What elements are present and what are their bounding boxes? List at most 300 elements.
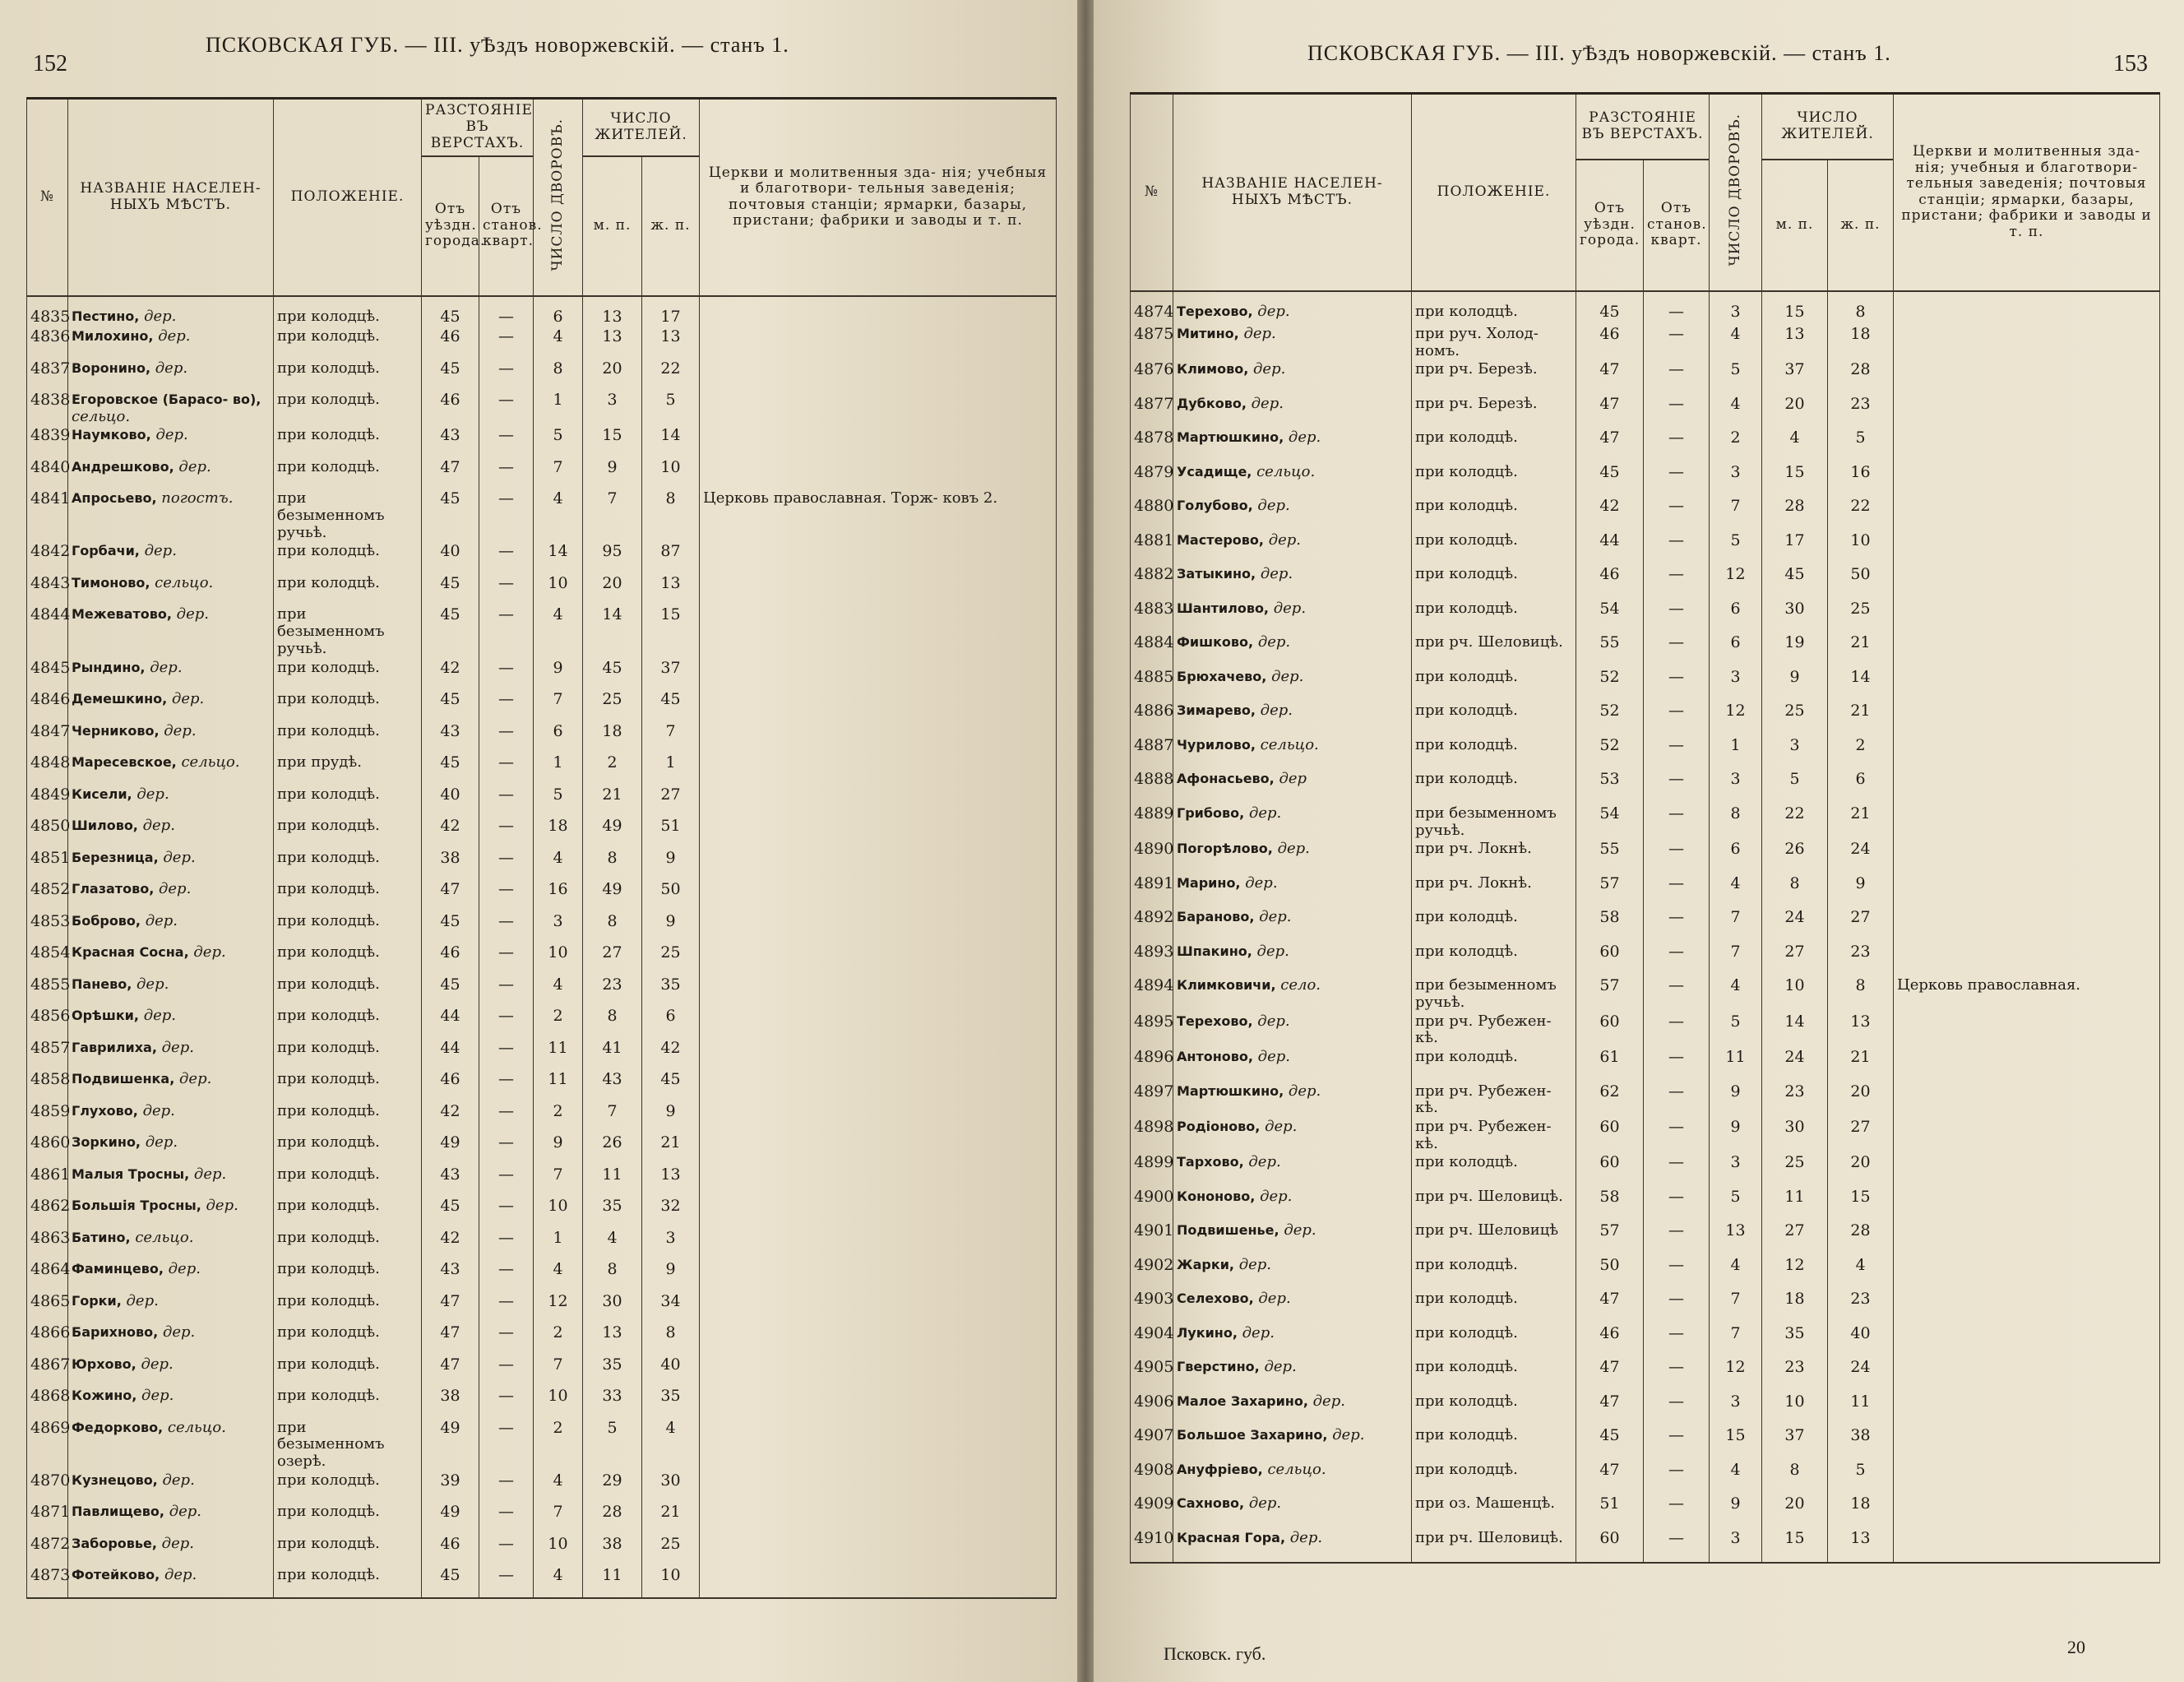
distance-stan: — [479, 574, 534, 606]
place-type: дер. [141, 911, 178, 929]
place-type: дер. [1237, 1323, 1275, 1341]
households: 5 [1710, 531, 1762, 566]
notes [700, 1471, 1057, 1504]
place-name [68, 943, 274, 975]
row-number: 4875 [1131, 325, 1173, 360]
row-number: 4869 [27, 1419, 68, 1471]
distance-stan: — [479, 1355, 534, 1388]
households: 4 [1710, 976, 1762, 1012]
row-number: 4885 [1131, 668, 1173, 702]
male-count: 8 [583, 1007, 642, 1039]
notes [700, 574, 1057, 606]
place-name-text: Кожино, [72, 1388, 137, 1403]
notes [700, 1197, 1057, 1229]
male-count: 23 [583, 975, 642, 1008]
female-count: 14 [1828, 668, 1894, 702]
place-name [1173, 360, 1412, 395]
place-name-text: Воронино, [72, 359, 151, 376]
male-count: 23 [1762, 1082, 1828, 1118]
place-name-text: Чурилово, [1177, 736, 1256, 753]
row-number: 4842 [27, 542, 68, 574]
place-name [68, 327, 274, 359]
place-name [68, 753, 274, 785]
distance-town: 47 [1576, 395, 1644, 429]
male-count: 20 [583, 574, 642, 606]
table-row [27, 605, 1057, 658]
notes [1894, 1494, 2160, 1529]
distance-town: 44 [1576, 531, 1644, 566]
households: 7 [534, 1165, 583, 1198]
households: 5 [1710, 1188, 1762, 1222]
notes [1894, 770, 2160, 804]
position: при колодцѣ. [274, 1197, 422, 1229]
households: 6 [1710, 840, 1762, 874]
row-number: 4867 [27, 1355, 68, 1388]
distance-town: 46 [422, 1535, 479, 1567]
place-type: дер. [1252, 497, 1290, 515]
table-row [27, 1102, 1057, 1134]
position: при рч. Локнѣ. [1412, 874, 1576, 909]
place-name [1173, 1256, 1412, 1290]
place-name-text: Усадище, [1177, 463, 1252, 480]
place-name [68, 458, 274, 490]
position: при колодцѣ. [274, 1503, 422, 1535]
male-count: 15 [1762, 1529, 1828, 1564]
row-number: 4858 [27, 1070, 68, 1102]
place-name-text: Барихново, [72, 1324, 159, 1340]
place-name [1173, 1324, 1412, 1359]
place-name-text: Глазатово, [72, 881, 155, 897]
running-head: ПСКОВСКАЯ ГУБ. — III. уѢздъ новоржевскій. — станъ 1. [1307, 41, 1891, 65]
place-name-text: Климковичи, [1177, 977, 1276, 994]
male-count: 27 [1762, 1221, 1828, 1256]
table-row [1131, 874, 2160, 909]
distance-town: 45 [1576, 463, 1644, 498]
female-count: 7 [642, 722, 700, 754]
male-count: 25 [583, 690, 642, 722]
distance-town: 43 [422, 1165, 479, 1198]
households: 5 [534, 785, 583, 818]
place-name [68, 1229, 274, 1261]
place-name [1173, 395, 1412, 429]
distance-town: 52 [1576, 668, 1644, 702]
distance-town: 46 [422, 327, 479, 359]
place-type: дер. [1256, 565, 1293, 583]
row-number: 4863 [27, 1229, 68, 1261]
notes [1894, 736, 2160, 771]
distance-town: 47 [422, 1355, 479, 1388]
distance-stan: — [479, 1260, 534, 1292]
position: при колодцѣ. [274, 849, 422, 881]
distance-town: 46 [1576, 565, 1644, 600]
distance-town: 46 [422, 391, 479, 426]
position: при колодцѣ. [1412, 668, 1576, 702]
table-row [1131, 1012, 2160, 1048]
female-count: 6 [1828, 770, 1894, 804]
households: 7 [1710, 908, 1762, 943]
place-name-text: Межеватово, [72, 606, 172, 623]
place-name-text: Жарки, [1177, 1256, 1234, 1272]
table-row [1131, 1256, 2160, 1290]
position: при колодцѣ. [1412, 291, 1576, 326]
notes [1894, 1012, 2160, 1048]
male-count: 11 [583, 1566, 642, 1598]
position: при колодцѣ. [1412, 1290, 1576, 1324]
male-count: 13 [583, 1323, 642, 1355]
place-name-text: Егоровское (Барасо- во), [72, 392, 261, 407]
distance-town: 45 [422, 489, 479, 542]
position: при рч. Рубежен- кѣ. [1412, 1118, 1576, 1153]
notes [700, 1503, 1057, 1535]
place-name [1173, 1012, 1412, 1048]
female-count: 35 [642, 975, 700, 1008]
place-name-text: Рындино, [72, 659, 146, 675]
place-type: дер. [1266, 667, 1304, 685]
place-name [68, 880, 274, 912]
distance-stan: — [479, 1292, 534, 1324]
place-type: дер. [1260, 1117, 1298, 1135]
households: 1 [534, 1229, 583, 1261]
register-table [1130, 92, 2160, 1564]
notes [1894, 1426, 2160, 1461]
place-type: дер. [163, 1260, 201, 1277]
place-name [1173, 804, 1412, 840]
notes [700, 1260, 1057, 1292]
position: при колодцѣ. [274, 1102, 422, 1134]
female-count: 22 [642, 359, 700, 392]
female-count: 13 [642, 574, 700, 606]
notes [700, 1419, 1057, 1471]
place-name [1173, 1153, 1412, 1188]
place-name [1173, 1461, 1412, 1495]
row-number: 4873 [27, 1566, 68, 1598]
position: при колодцѣ. [274, 943, 422, 975]
row-number: 4870 [27, 1471, 68, 1504]
distance-stan: — [479, 817, 534, 849]
distance-stan: — [1644, 1461, 1710, 1495]
distance-town: 45 [422, 975, 479, 1008]
distance-stan: — [1644, 1529, 1710, 1564]
position: при рч. Березѣ. [1412, 360, 1576, 395]
place-name-text: Голубово, [1177, 498, 1253, 514]
table-row [1131, 600, 2160, 634]
place-name [1173, 429, 1412, 463]
place-name-text: Терехово, [1177, 303, 1253, 319]
notes: Церковь православная. Торж- ковъ 2. [700, 489, 1057, 542]
female-count: 21 [1828, 804, 1894, 840]
register-body [1131, 291, 2160, 1564]
households: 12 [534, 1292, 583, 1324]
place-name [68, 1039, 274, 1071]
table-row [27, 1387, 1057, 1419]
table-row [27, 1165, 1057, 1198]
place-name-text: Мартюшкино, [1177, 1082, 1284, 1099]
male-count: 43 [583, 1070, 642, 1102]
position: при колодцѣ. [274, 1039, 422, 1071]
distance-town: 60 [1576, 1118, 1644, 1153]
table-row [1131, 497, 2160, 531]
row-number: 4904 [1131, 1324, 1173, 1359]
distance-town: 47 [1576, 1358, 1644, 1392]
distance-town: 43 [422, 426, 479, 458]
row-number: 4879 [1131, 463, 1173, 498]
place-name-text: Малыя Тросны, [72, 1165, 190, 1182]
place-type: дер. [1252, 1048, 1290, 1065]
table-row [27, 943, 1057, 975]
male-count: 8 [583, 912, 642, 944]
right-page [1094, 0, 2184, 1682]
notes [700, 1292, 1057, 1324]
place-name-text: Грибово, [1177, 804, 1245, 821]
position: при колодцѣ. [1412, 1358, 1576, 1392]
row-number: 4903 [1131, 1290, 1173, 1324]
female-count: 23 [1828, 943, 1894, 977]
households: 7 [534, 1355, 583, 1388]
place-name-text: Глухово, [72, 1102, 138, 1119]
header-notes: Церкви и молитвенныя зда- нія; учебныя и благотвори- тельныя заведенія; почтовыя станціи; ярмарки, базары, пристани; фабрики и заводы и т. п. [700, 99, 1057, 296]
female-count: 21 [1828, 1048, 1894, 1082]
male-count: 35 [583, 1197, 642, 1229]
households: 6 [534, 722, 583, 754]
position: при рч. Шеловицѣ. [1412, 633, 1576, 668]
position: при колодцѣ. [274, 1229, 422, 1261]
row-number: 4888 [1131, 770, 1173, 804]
male-count: 14 [583, 605, 642, 658]
notes [1894, 1118, 2160, 1153]
households: 9 [1710, 1494, 1762, 1529]
row-number: 4852 [27, 880, 68, 912]
female-count: 45 [642, 1070, 700, 1102]
distance-stan: — [1644, 976, 1710, 1012]
row-number: 4878 [1131, 429, 1173, 463]
header-dist-town: Отъ уѣздн. города. [1576, 160, 1644, 291]
notes [700, 1039, 1057, 1071]
female-count: 87 [642, 542, 700, 574]
header-inhabitants: ЧИСЛО ЖИТЕЛЕЙ. [1762, 94, 1894, 160]
male-count: 15 [583, 426, 642, 458]
row-number: 4891 [1131, 874, 1173, 909]
place-type: дер. [1269, 599, 1307, 617]
row-number: 4838 [27, 391, 68, 426]
distance-stan: — [1644, 531, 1710, 566]
households: 7 [1710, 943, 1762, 977]
place-name [1173, 325, 1412, 360]
female-count: 10 [642, 1566, 700, 1598]
place-type: дер. [1238, 325, 1276, 342]
row-number: 4848 [27, 753, 68, 785]
table-row [27, 1292, 1057, 1324]
distance-town: 49 [422, 1133, 479, 1165]
row-number: 4906 [1131, 1392, 1173, 1427]
place-type: сельцо. [1252, 462, 1316, 480]
place-name-text: Гаврилиха, [72, 1039, 157, 1055]
register-table [26, 97, 1057, 1599]
notes [1894, 1048, 2160, 1082]
households: 3 [1710, 291, 1762, 326]
households: 3 [1710, 668, 1762, 702]
place-name [68, 1070, 274, 1102]
position: при колодцѣ. [1412, 1153, 1576, 1188]
female-count: 25 [642, 1535, 700, 1567]
notes [1894, 1461, 2160, 1495]
table-row [1131, 1426, 2160, 1461]
female-count: 6 [642, 1007, 700, 1039]
female-count: 32 [642, 1197, 700, 1229]
place-type: дер. [1285, 1528, 1323, 1546]
female-count: 10 [642, 458, 700, 490]
row-number: 4899 [1131, 1153, 1173, 1188]
position: при безыменномъ ручьѣ. [274, 489, 422, 542]
place-type: дер. [153, 327, 191, 345]
table-row [27, 1007, 1057, 1039]
place-type: дер. [139, 307, 177, 325]
position: при прудѣ. [274, 753, 422, 785]
male-count: 13 [1762, 325, 1828, 360]
place-name-text: Шпакино, [1177, 943, 1252, 959]
female-count: 40 [642, 1355, 700, 1388]
place-type: дер. [138, 1007, 176, 1024]
position: при безыменномъ ручьѣ. [274, 605, 422, 658]
distance-stan: — [479, 542, 534, 574]
place-name-text: Павлищево, [72, 1504, 164, 1520]
distance-stan: — [1644, 1290, 1710, 1324]
position: при рч. Рубежен- кѣ. [1412, 1012, 1576, 1048]
table-row [27, 458, 1057, 490]
households: 12 [1710, 702, 1762, 736]
place-type: дер. [1233, 1255, 1272, 1273]
place-name [68, 1387, 274, 1419]
table-row [27, 880, 1057, 912]
distance-stan: — [479, 359, 534, 392]
row-number: 4847 [27, 722, 68, 754]
male-count: 45 [1762, 565, 1828, 600]
table-row [1131, 360, 2160, 395]
distance-town: 52 [1576, 702, 1644, 736]
notes [1894, 360, 2160, 395]
table-row [1131, 976, 2160, 1012]
place-type: дер. [132, 785, 169, 803]
distance-stan: — [479, 1133, 534, 1165]
female-count: 2 [1828, 736, 1894, 771]
distance-town: 45 [422, 574, 479, 606]
households: 15 [1710, 1426, 1762, 1461]
female-count: 8 [1828, 291, 1894, 326]
male-count: 20 [583, 359, 642, 392]
distance-stan: — [1644, 395, 1710, 429]
row-number: 4907 [1131, 1426, 1173, 1461]
position: при колодцѣ. [274, 426, 422, 458]
households: 1 [534, 753, 583, 785]
place-name-text: Березница, [72, 849, 159, 865]
male-count: 3 [1762, 736, 1828, 771]
table-row [1131, 1082, 2160, 1118]
place-type: дер. [1255, 702, 1293, 720]
position: при колодцѣ. [1412, 463, 1576, 498]
table-row [1131, 770, 2160, 804]
households: 8 [1710, 804, 1762, 840]
place-name [1173, 1392, 1412, 1427]
male-count: 29 [583, 1471, 642, 1504]
row-number: 4887 [1131, 736, 1173, 771]
place-name [68, 1292, 274, 1324]
table-row [1131, 668, 2160, 702]
notes [1894, 1256, 2160, 1290]
distance-town: 46 [1576, 325, 1644, 360]
row-number: 4845 [27, 659, 68, 691]
place-name [1173, 1494, 1412, 1529]
place-name-text: Федорково, [72, 1419, 164, 1435]
position: при колодцѣ. [274, 659, 422, 691]
header-position: ПОЛОЖЕНІЕ. [274, 99, 422, 296]
table-row [27, 1039, 1057, 1071]
place-name-text: Красная Гора, [1177, 1529, 1286, 1545]
distance-stan: — [1644, 325, 1710, 360]
distance-town: 45 [422, 912, 479, 944]
place-name [1173, 840, 1412, 874]
households: 6 [1710, 600, 1762, 634]
notes [1894, 1188, 2160, 1222]
table-row [27, 753, 1057, 785]
households: 4 [534, 327, 583, 359]
place-name [68, 1197, 274, 1229]
households: 7 [1710, 497, 1762, 531]
notes [700, 659, 1057, 691]
place-type: дер. [139, 542, 177, 560]
place-name-text: Апросьево, [72, 490, 157, 507]
notes [1894, 1324, 2160, 1359]
male-count: 37 [1762, 360, 1828, 395]
row-number: 4877 [1131, 395, 1173, 429]
male-count: 28 [583, 1503, 642, 1535]
place-name [68, 1419, 274, 1471]
distance-stan: — [1644, 1082, 1710, 1118]
households: 4 [1710, 1256, 1762, 1290]
notes [1894, 395, 2160, 429]
distance-town: 52 [1576, 736, 1644, 771]
row-number: 4861 [27, 1165, 68, 1198]
place-type: дер. [159, 721, 197, 739]
male-count: 41 [583, 1039, 642, 1071]
distance-stan: — [479, 1566, 534, 1598]
distance-stan: — [479, 690, 534, 722]
row-number: 4862 [27, 1197, 68, 1229]
place-type: дер. [164, 1503, 202, 1521]
place-name-text: Большія Тросны, [72, 1198, 201, 1213]
households: 8 [534, 359, 583, 392]
table-row [1131, 702, 2160, 736]
female-count: 51 [642, 817, 700, 849]
place-type: дер. [1244, 1494, 1282, 1513]
table-row [27, 489, 1057, 542]
households: 9 [534, 659, 583, 691]
distance-stan: — [479, 1007, 534, 1039]
header-notes: Церкви и молитвенныя зда- нія; учебныя и благотвори- тельныя заведенія; почтовыя станціи; ярмарки, базары, пристани; фабрики и заводы и т. п. [1894, 94, 2160, 291]
table-row [1131, 531, 2160, 566]
table-row [27, 975, 1057, 1008]
table-row [1131, 943, 2160, 977]
distance-stan: — [479, 1387, 534, 1419]
table-row [1131, 463, 2160, 498]
distance-stan: — [1644, 1494, 1710, 1529]
table-row [1131, 1392, 2160, 1427]
table-row [1131, 1324, 2160, 1359]
place-type: дер. [160, 1566, 197, 1584]
households: 4 [534, 849, 583, 881]
households: 3 [1710, 1529, 1762, 1564]
table-row [27, 1133, 1057, 1165]
distance-town: 60 [1576, 1153, 1644, 1188]
households: 6 [1710, 633, 1762, 668]
